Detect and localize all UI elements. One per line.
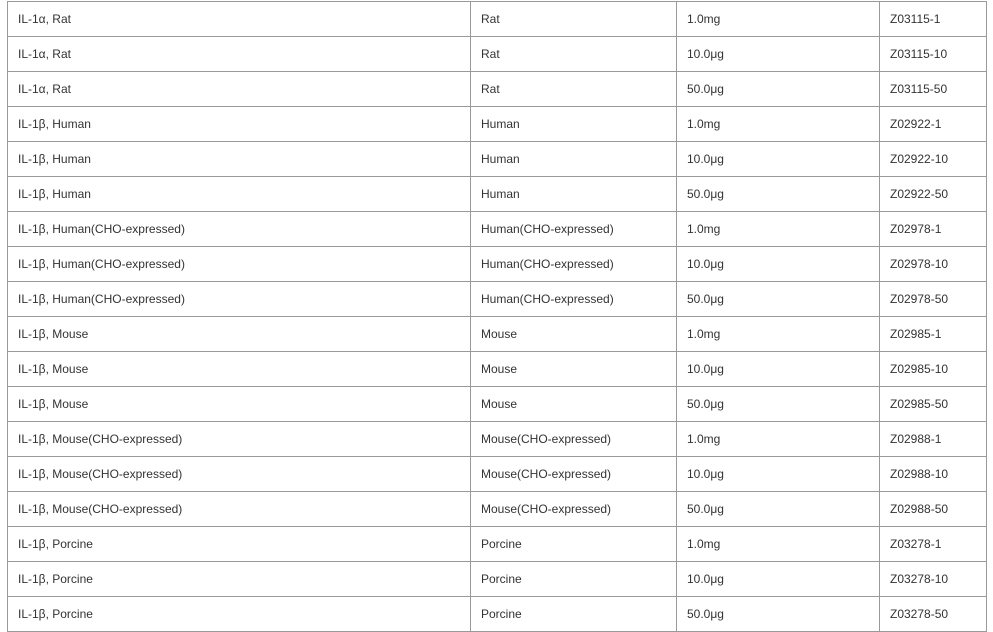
- catalog-number-cell: Z02985-10: [880, 352, 987, 387]
- catalog-number-cell: Z02988-10: [880, 457, 987, 492]
- species-cell: Human(CHO-expressed): [471, 212, 677, 247]
- catalog-number-cell: Z03115-10: [880, 37, 987, 72]
- catalog-number-cell: Z02985-50: [880, 387, 987, 422]
- catalog-number-cell: Z02978-50: [880, 282, 987, 317]
- product-name-cell: IL-1β, Mouse(CHO-expressed): [8, 492, 471, 527]
- size-cell: 50.0μg: [677, 177, 880, 212]
- species-cell: Mouse: [471, 317, 677, 352]
- catalog-number-cell: Z02978-10: [880, 247, 987, 282]
- species-cell: Rat: [471, 2, 677, 37]
- catalog-number-cell: Z03278-1: [880, 527, 987, 562]
- table-row: [8, 2, 987, 37]
- catalog-number-cell: Z02922-50: [880, 177, 987, 212]
- catalog-number-cell: Z02985-1: [880, 317, 987, 352]
- table-row: [8, 597, 987, 632]
- species-cell: Mouse: [471, 352, 677, 387]
- size-cell: 50.0μg: [677, 492, 880, 527]
- product-name-cell: IL-1β, Mouse: [8, 352, 471, 387]
- size-cell: 1.0mg: [677, 2, 880, 37]
- catalog-number-cell: Z02988-50: [880, 492, 987, 527]
- catalog-number-cell: Z02978-1: [880, 212, 987, 247]
- species-cell: Human: [471, 107, 677, 142]
- species-cell: Mouse(CHO-expressed): [471, 422, 677, 457]
- product-name-cell: IL-1β, Porcine: [8, 527, 471, 562]
- species-cell: Human(CHO-expressed): [471, 282, 677, 317]
- table-row: [8, 107, 987, 142]
- product-name-cell: IL-1β, Mouse(CHO-expressed): [8, 422, 471, 457]
- species-cell: Porcine: [471, 562, 677, 597]
- product-name-cell: IL-1β, Human: [8, 177, 471, 212]
- size-cell: 50.0μg: [677, 282, 880, 317]
- product-table: [7, 1, 987, 632]
- species-cell: Human: [471, 142, 677, 177]
- size-cell: 50.0μg: [677, 387, 880, 422]
- table-row: [8, 457, 987, 492]
- table-row: [8, 317, 987, 352]
- table-row: [8, 387, 987, 422]
- product-name-cell: IL-1β, Human(CHO-expressed): [8, 212, 471, 247]
- product-name-cell: IL-1β, Human(CHO-expressed): [8, 282, 471, 317]
- size-cell: 10.0μg: [677, 562, 880, 597]
- catalog-number-cell: Z02922-10: [880, 142, 987, 177]
- table-row: [8, 37, 987, 72]
- catalog-number-cell: Z03115-1: [880, 2, 987, 37]
- species-cell: Mouse(CHO-expressed): [471, 492, 677, 527]
- size-cell: 50.0μg: [677, 597, 880, 632]
- product-name-cell: IL-1β, Mouse(CHO-expressed): [8, 457, 471, 492]
- product-name-cell: IL-1β, Human(CHO-expressed): [8, 247, 471, 282]
- species-cell: Mouse: [471, 387, 677, 422]
- species-cell: Porcine: [471, 597, 677, 632]
- table-row: [8, 282, 987, 317]
- product-name-cell: IL-1β, Human: [8, 142, 471, 177]
- species-cell: Rat: [471, 72, 677, 107]
- size-cell: 1.0mg: [677, 317, 880, 352]
- product-name-cell: IL-1β, Porcine: [8, 597, 471, 632]
- size-cell: 1.0mg: [677, 212, 880, 247]
- species-cell: Human: [471, 177, 677, 212]
- size-cell: 10.0μg: [677, 247, 880, 282]
- table-row: [8, 492, 987, 527]
- product-name-cell: IL-1β, Porcine: [8, 562, 471, 597]
- product-name-cell: IL-1β, Mouse: [8, 387, 471, 422]
- size-cell: 50.0μg: [677, 72, 880, 107]
- catalog-number-cell: Z03115-50: [880, 72, 987, 107]
- product-name-cell: IL-1β, Human: [8, 107, 471, 142]
- size-cell: 1.0mg: [677, 107, 880, 142]
- table-row: [8, 247, 987, 282]
- species-cell: Porcine: [471, 527, 677, 562]
- table-row: [8, 177, 987, 212]
- catalog-number-cell: Z03278-50: [880, 597, 987, 632]
- table-row: [8, 352, 987, 387]
- product-name-cell: IL-1α, Rat: [8, 2, 471, 37]
- product-name-cell: IL-1α, Rat: [8, 37, 471, 72]
- size-cell: 10.0μg: [677, 142, 880, 177]
- size-cell: 1.0mg: [677, 527, 880, 562]
- product-name-cell: IL-1α, Rat: [8, 72, 471, 107]
- table-row: [8, 212, 987, 247]
- size-cell: 10.0μg: [677, 457, 880, 492]
- species-cell: Rat: [471, 37, 677, 72]
- catalog-number-cell: Z02922-1: [880, 107, 987, 142]
- size-cell: 10.0μg: [677, 352, 880, 387]
- catalog-number-cell: Z02988-1: [880, 422, 987, 457]
- table-row: [8, 72, 987, 107]
- table-row: [8, 142, 987, 177]
- product-name-cell: IL-1β, Mouse: [8, 317, 471, 352]
- species-cell: Mouse(CHO-expressed): [471, 457, 677, 492]
- table-row: [8, 562, 987, 597]
- table-row: [8, 527, 987, 562]
- catalog-number-cell: Z03278-10: [880, 562, 987, 597]
- size-cell: 1.0mg: [677, 422, 880, 457]
- table-row: [8, 422, 987, 457]
- species-cell: Human(CHO-expressed): [471, 247, 677, 282]
- product-table-body: [8, 2, 987, 632]
- size-cell: 10.0μg: [677, 37, 880, 72]
